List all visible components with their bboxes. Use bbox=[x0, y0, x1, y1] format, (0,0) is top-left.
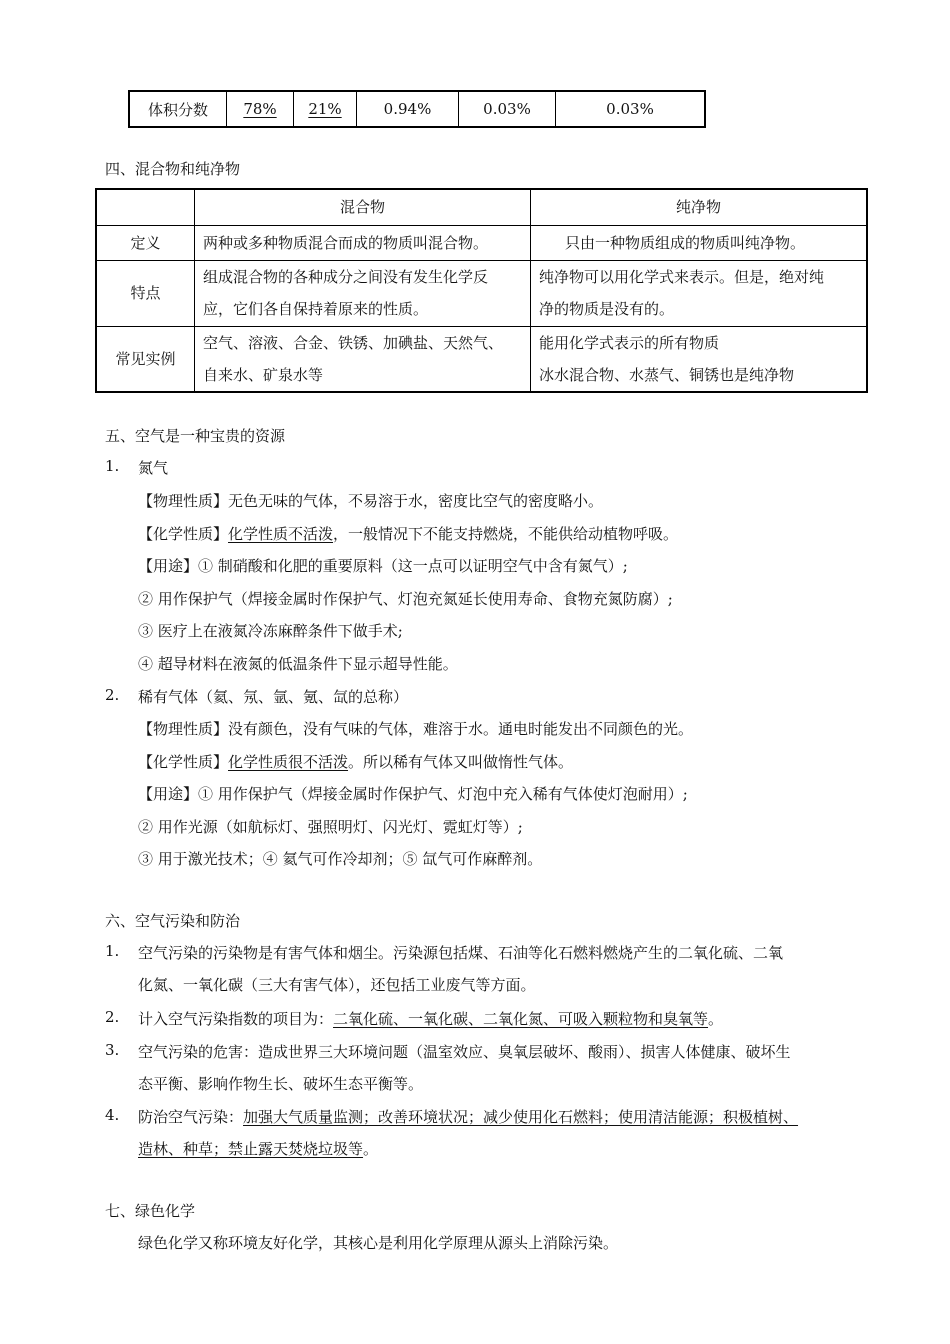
header-mixture: 混合物 bbox=[195, 189, 531, 225]
green-chemistry-text: 绿色化学又称环境友好化学，其核心是利用化学原理从源头上消除污染。 bbox=[138, 1234, 619, 1252]
volume-fraction-table bbox=[128, 90, 706, 128]
mixture-example-line2: 自来水、矿泉水等 bbox=[203, 365, 324, 384]
rare-gas-physical-text: 没有颜色，没有气味的气体，难溶于水。通电时能发出不同颜色的光。 bbox=[228, 720, 694, 738]
tag-physical: 【物理性质】 bbox=[138, 492, 229, 510]
pure-feature-line1: 纯净物可以用化学式来表示。但是，绝对纯 bbox=[539, 268, 825, 286]
rare-gas-fraction: 0.94% bbox=[357, 91, 459, 127]
row-example-label: 常见实例 bbox=[96, 326, 195, 392]
mixture-feature-line2: 应，它们各自保持着原来的性质。 bbox=[203, 300, 429, 318]
mixture-feature-line1: 组成混合物的各种成分之间没有发生化学反 bbox=[203, 268, 489, 286]
other-fraction: 0.03% bbox=[556, 91, 706, 127]
pollution-item-4-line2 bbox=[138, 1138, 378, 1159]
nitrogen-fraction: 78% bbox=[227, 91, 294, 127]
nitrogen-physical-text: 无色无味的气体，不易溶于水，密度比空气的密度略小。 bbox=[228, 492, 604, 510]
mixture-definition: 两种或多种物质混合而成的物质叫混合物。 bbox=[195, 225, 531, 260]
row-feature-label: 特点 bbox=[96, 260, 195, 326]
tag-physical: 【物理性质】 bbox=[138, 720, 229, 738]
oxygen-fraction: 21% bbox=[294, 91, 357, 127]
rare-gas-heading: 稀有气体（氦、氖、氩、氪、氙的总称） bbox=[138, 688, 409, 706]
section7-title: 七、绿色化学 bbox=[105, 1202, 196, 1220]
rare-gas-use-1 bbox=[138, 783, 688, 804]
co2-fraction: 0.03% bbox=[459, 91, 556, 127]
nitrogen-use-1 bbox=[138, 555, 628, 576]
rare-gas-use-1-text: ① 用作保护气（焊接金属时作保护气、灯泡中充入稀有气体使灯泡耐用）; bbox=[198, 785, 688, 803]
pure-definition: 只由一种物质组成的物质叫纯净物。 bbox=[531, 225, 868, 260]
section5-title: 五、空气是一种宝贵的资源 bbox=[105, 427, 286, 445]
nitrogen-chemical-underlined: 化学性质不活泼 bbox=[228, 525, 334, 543]
pollution-item-2-end: 。 bbox=[708, 1010, 724, 1028]
pure-feature-line2: 净的物质是没有的。 bbox=[539, 300, 675, 318]
header-empty bbox=[96, 189, 195, 225]
rare-gas-chemical-text: 。所以稀有气体又叫做惰性气体。 bbox=[348, 753, 574, 771]
mixture-pure-table bbox=[95, 188, 868, 393]
mixture-example-line1: 空气、溶液、合金、铁锈、加碘盐、天然气、 bbox=[203, 333, 504, 352]
tag-chemical: 【化学性质】 bbox=[138, 525, 229, 543]
nitrogen-use-2: ② 用作保护气（焊接金属时作保护气、灯泡充氮延长使用寿命、食物充氮防腐）; bbox=[138, 590, 673, 608]
mixture-example bbox=[195, 326, 531, 392]
row-label: 体积分数 bbox=[129, 91, 227, 127]
mixture-feature bbox=[195, 260, 531, 326]
pollution-item-4-end: 。 bbox=[363, 1140, 379, 1158]
pollution-item-3-line2: 态平衡、影响作物生长、破坏生态平衡等。 bbox=[138, 1075, 424, 1093]
pollution-item-4-underlined-2: 造林、种草；禁止露天焚烧垃圾等 bbox=[138, 1140, 364, 1158]
tag-chemical: 【化学性质】 bbox=[138, 753, 229, 771]
pollution-item-4-underlined-1: 加强大气质量监测；改善环境状况；减少使用化石燃料；使用清洁能源；积极植树、 bbox=[243, 1108, 799, 1126]
pure-example bbox=[531, 326, 868, 392]
section6-title: 六、空气污染和防治 bbox=[105, 912, 241, 930]
pure-example-line1: 能用化学式表示的所有物质 bbox=[539, 333, 720, 352]
rare-gas-chemical-underlined: 化学性质很不活泼 bbox=[228, 753, 349, 771]
pollution-item-4-line1 bbox=[138, 1106, 798, 1127]
pollution-item-3-line1: 空气污染的危害：造成世界三大环境问题（温室效应、臭氧层破坏、酸雨）、损害人体健康、破坏生 bbox=[138, 1043, 791, 1061]
pollution-item-2-text: 计入空气污染指数的项目为： bbox=[138, 1010, 334, 1028]
item-number: 4. bbox=[105, 1106, 120, 1124]
section4-title: 四、混合物和纯净物 bbox=[105, 160, 241, 178]
item-number: 1. bbox=[105, 457, 120, 475]
pollution-item-1-line2: 化氮、一氧化碳（三大有害气体），还包括工业废气等方面。 bbox=[138, 976, 536, 994]
nitrogen-physical bbox=[138, 490, 603, 511]
pure-example-line2: 冰水混合物、水蒸气、铜锈也是纯净物 bbox=[539, 365, 795, 384]
pollution-item-2 bbox=[138, 1008, 723, 1029]
nitrogen-use-1-text: ① 制硝酸和化肥的重要原料（这一点可以证明空气中含有氮气）; bbox=[198, 557, 628, 575]
rare-gas-physical bbox=[138, 718, 693, 739]
item-number: 3. bbox=[105, 1041, 120, 1059]
nitrogen-heading: 氮气 bbox=[138, 459, 169, 477]
tag-use: 【用途】 bbox=[138, 785, 199, 803]
nitrogen-chemical bbox=[138, 523, 678, 544]
rare-gas-chemical bbox=[138, 751, 573, 772]
pure-feature bbox=[531, 260, 868, 326]
header-pure: 纯净物 bbox=[531, 189, 868, 225]
item-number: 1. bbox=[105, 942, 120, 960]
rare-gas-use-3: ③ 用于激光技术；④ 氦气可作冷却剂；⑤ 氙气可作麻醉剂。 bbox=[138, 850, 543, 868]
nitrogen-chemical-text: ，一般情况下不能支持燃烧，不能供给动植物呼吸。 bbox=[333, 525, 679, 543]
item-number: 2. bbox=[105, 686, 120, 704]
rare-gas-use-2: ② 用作光源（如航标灯、强照明灯、闪光灯、霓虹灯等）; bbox=[138, 818, 523, 836]
tag-use: 【用途】 bbox=[138, 557, 199, 575]
pollution-item-4-text: 防治空气污染： bbox=[138, 1108, 244, 1126]
nitrogen-use-3: ③ 医疗上在液氮冷冻麻醉条件下做手术; bbox=[138, 622, 403, 640]
pollution-item-1-line1: 空气污染的污染物是有害气体和烟尘。污染源包括煤、石油等化石燃料燃烧产生的二氧化硫、二氧 bbox=[138, 944, 784, 962]
row-definition-label: 定义 bbox=[96, 225, 195, 260]
pollution-item-2-underlined: 二氧化硫、一氧化碳、二氧化氮、可吸入颗粒物和臭氧等 bbox=[333, 1010, 709, 1028]
item-number: 2. bbox=[105, 1008, 120, 1026]
nitrogen-use-4: ④ 超导材料在液氮的低温条件下显示超导性能。 bbox=[138, 655, 458, 673]
